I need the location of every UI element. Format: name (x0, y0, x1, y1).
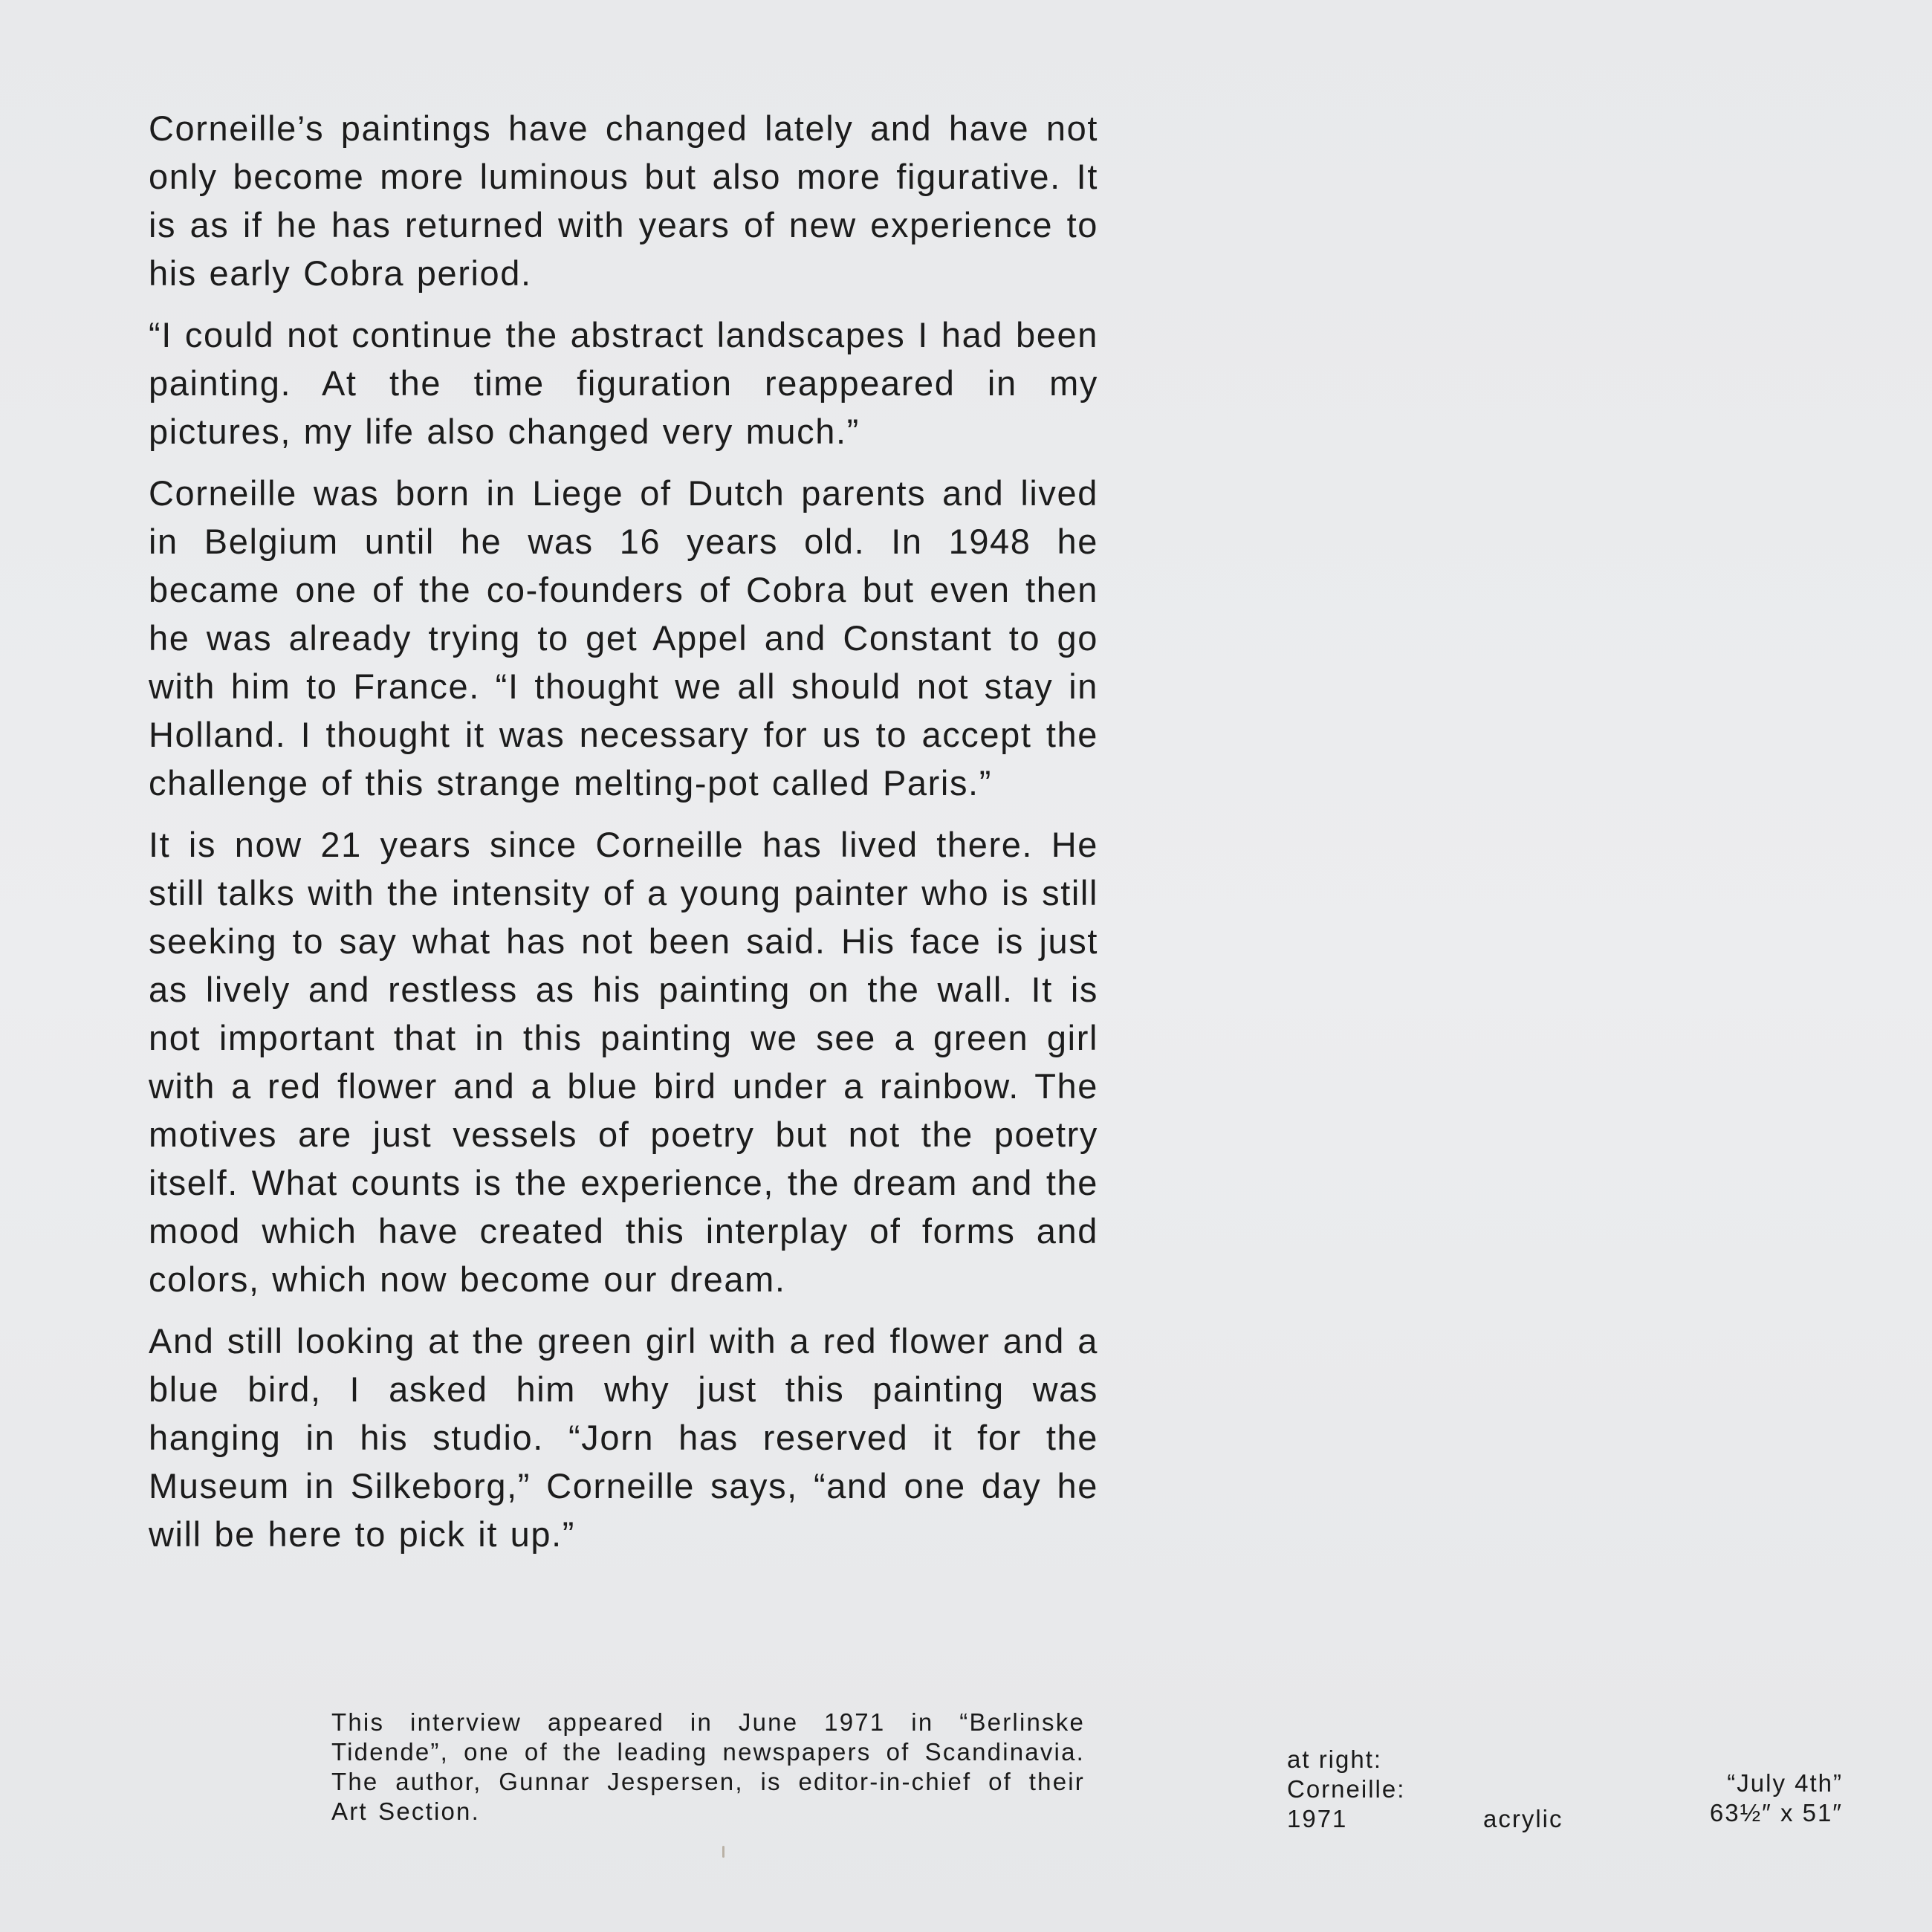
footnote: This interview appeared in June 1971 in “Berlinske Tidende”, one of the leading newspapers of Scandinavia. The author, Gunnar Jespersen, is editor-in-chief of their Art Section. (331, 1708, 1085, 1825)
paragraph: And still looking at the green girl with a red flower and a blue bird, I asked him why just this painting was hanging in his studio. “Jorn has reserved it for the Museum in Silkeborg,” Corneille says, “and one day he will be here to pick it up.” (149, 1321, 1098, 1554)
paragraph: It is now 21 years since Corneille has lived there. He still talks with the intensity of a young painter who is still seeking to say what has not been said. His face is just as lively and restless as his painting on the wall. It is not important that in this painting we see a green girl with a red flower and a blue bird under a rainbow. The motives are just vessels of poetry but not the poetry itself. What counts is the experience, the dream and the mood which have created this interplay of forms and colors, which now become our dream. (149, 825, 1098, 1299)
caption-dimensions: 63½″ x 51″ (1709, 1799, 1843, 1826)
artwork-title-block (1598, 1769, 1843, 1828)
caption-medium: acrylic (1483, 1805, 1563, 1832)
caption-title: “July 4th” (1727, 1769, 1843, 1797)
caption-artist: Corneille: (1287, 1775, 1406, 1803)
artwork-caption (1287, 1745, 1510, 1834)
paper-speck (722, 1846, 724, 1858)
caption-label: at right: (1287, 1745, 1383, 1773)
article-body (149, 104, 1098, 1572)
paragraph: “I could not continue the abstract landscapes I had been painting. At the time figuration reappeared in my pictures, my life also changed very much.” (149, 315, 1098, 451)
paragraph: Corneille was born in Liege of Dutch parents and lived in Belgium until he was 16 years old. In 1948 he became one of the co-founders of Cobra but even then he was already trying to get Appel and Constant to go with him to France. “I thought we all should not stay in Holland. I thought it was necessary for us to accept the challenge of this strange melting-pot called Paris.” (149, 473, 1098, 803)
caption-year: 1971 (1287, 1805, 1348, 1832)
paragraph: Corneille’s paintings have changed lately and have not only become more luminous but also more figurative. It is as if he has returned with years of new experience to his early Cobra period. (149, 108, 1098, 293)
